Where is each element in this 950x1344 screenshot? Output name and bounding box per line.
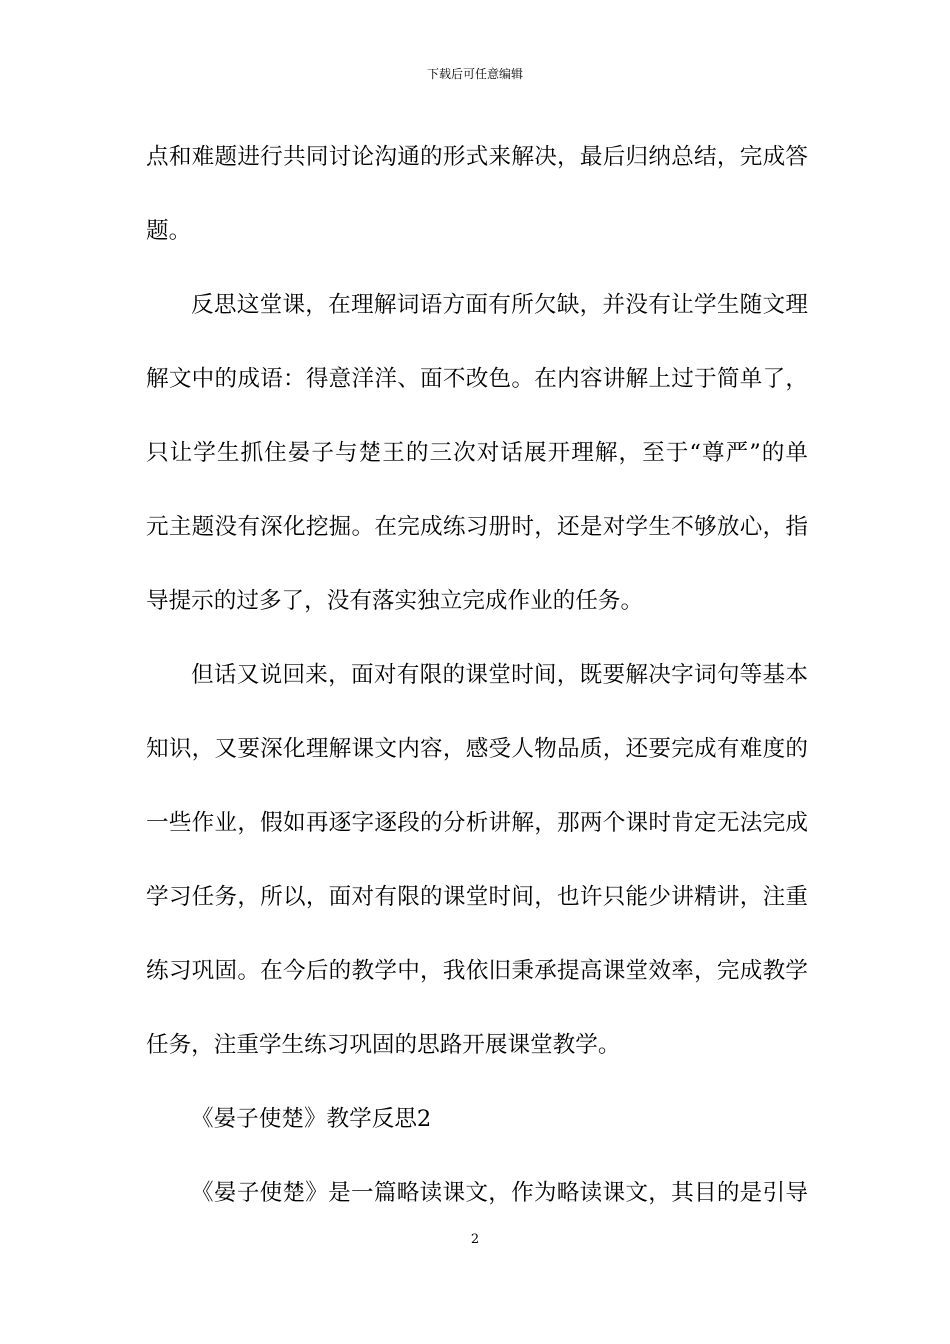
text-line: 但话又说回来，面对有限的课堂时间，既要解决字词句等基本 [191,662,808,688]
text-line: 点和难题进行共同讨论沟通的形式来解决，最后归纳总结，完成答 [146,144,808,170]
page-header: 下载后可任意编辑 [426,67,523,81]
text-line: 只让学生抓住晏子与楚王的三次对话展开理解，至于“尊严”的单 [146,440,808,466]
text-line: 《晏子使楚》是一篇略读课文，作为略读课文，其目的是引导 [191,1180,808,1206]
text-line: 题。 [146,218,192,244]
text-line: 导提示的过多了，没有落实独立完成作业的任务。 [146,588,644,614]
text-line: 知识，又要深化理解课文内容，感受人物品质，还要完成有难度的 [146,736,808,762]
document-body [146,120,808,1230]
text-line: 反思这堂课，在理解词语方面有所欠缺，并没有让学生随文理 [191,292,808,318]
text-line: 元主题没有深化挖掘。在完成练习册时，还是对学生不够放心，指 [146,514,808,540]
text-line: 学习任务，所以，面对有限的课堂时间，也许只能少讲精讲，注重 [146,884,808,910]
text-line: 一些作业，假如再逐字逐段的分析讲解，那两个课时肯定无法完成 [146,810,808,836]
text-line: 练习巩固。在今后的教学中，我依旧秉承提高课堂效率，完成教学 [146,958,808,984]
section-heading: 《晏子使楚》教学反思2 [191,1106,432,1132]
text-line: 解文中的成语：得意洋洋、面不改色。在内容讲解上过于简单了， [146,366,808,392]
text-line: 任务，注重学生练习巩固的思路开展课堂教学。 [146,1032,621,1058]
page-number: 2 [470,1232,480,1247]
